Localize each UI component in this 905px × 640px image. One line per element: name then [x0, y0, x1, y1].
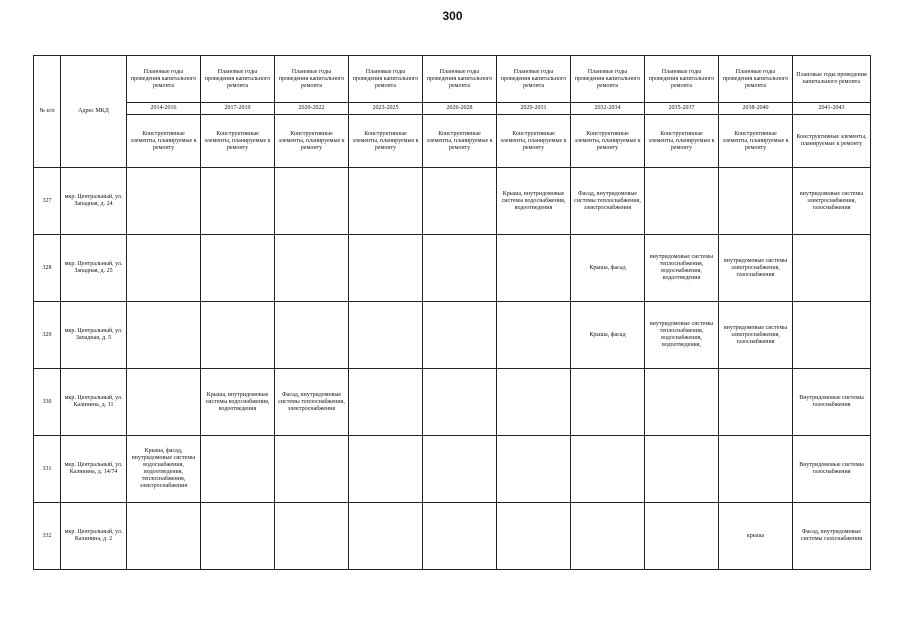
- table-cell: [571, 436, 645, 503]
- table-cell: [349, 235, 423, 302]
- table-cell: [423, 436, 497, 503]
- table-cell: [127, 235, 201, 302]
- row-address: мкр. Центральный, ул. Калинина, д. 11: [61, 369, 127, 436]
- row-number: 331: [34, 436, 61, 503]
- table-cell: [793, 302, 871, 369]
- table-cell: внутридомовые системы электроснабжения, газоснабжения: [719, 302, 793, 369]
- table-cell: Фасад, внутридомовые системы теплоснабжения, электроснабжения: [571, 168, 645, 235]
- period-title: Плановые годы проведения капитального ремонта: [349, 56, 423, 103]
- table-cell: [497, 369, 571, 436]
- period-title: Плановые годы проведения капитального ремонта: [571, 56, 645, 103]
- period-title: Плановые годы проведения капитального ремонта: [201, 56, 275, 103]
- table-cell: [423, 302, 497, 369]
- period-years: 2029-2031: [497, 103, 571, 115]
- table-cell: [423, 168, 497, 235]
- sub-header: Конструктивные элементы, планируемые к ремонту: [349, 115, 423, 168]
- sub-header: Конструктивные элементы, планируемые к ремонту: [127, 115, 201, 168]
- sub-header: Конструктивные элементы, планируемые к ремонту: [423, 115, 497, 168]
- table-cell: [497, 436, 571, 503]
- table-cell: [349, 503, 423, 570]
- table-cell: [275, 302, 349, 369]
- row-address: мкр. Центральный, ул. Западная, д. 25: [61, 235, 127, 302]
- table-cell: [497, 302, 571, 369]
- row-address: мкр. Центральный, ул. Западная, д. 5: [61, 302, 127, 369]
- table-row: [34, 436, 871, 503]
- table-cell: Крыша, фасад: [571, 302, 645, 369]
- period-title: Плановые годы проведения капитального ремонта: [645, 56, 719, 103]
- row-address: мкр. Центральный, ул. Западная, д. 24: [61, 168, 127, 235]
- table-row: [34, 302, 871, 369]
- table-cell: [201, 503, 275, 570]
- table-cell: Крыша, фасад: [571, 235, 645, 302]
- sub-header: Конструктивные элементы, планируемые к ремонту: [719, 115, 793, 168]
- table-row: [34, 235, 871, 302]
- table-cell: внутридомовые системы теплоснабжения, водоснабжения, водоотведения: [645, 235, 719, 302]
- table-cell: [571, 503, 645, 570]
- row-number: 328: [34, 235, 61, 302]
- sub-header: Конструктивные элементы, планируемые к ремонту: [275, 115, 349, 168]
- table-cell: внутридомовые системы теплоснабжения, водоснабжения, водоотведения,: [645, 302, 719, 369]
- table-cell: [201, 302, 275, 369]
- table-cell: [645, 369, 719, 436]
- table-cell: [719, 168, 793, 235]
- sub-header: Конструктивные элементы, планируемые к ремонту: [201, 115, 275, 168]
- table-cell: [719, 436, 793, 503]
- period-years: 2017-2019: [201, 103, 275, 115]
- sub-header: Конструктивные элементы, планируемые к ремонту: [793, 115, 871, 168]
- row-address: мкр. Центральный, ул. Калинина, д. 2: [61, 503, 127, 570]
- row-number: 329: [34, 302, 61, 369]
- table-cell: [497, 503, 571, 570]
- table-cell: [645, 503, 719, 570]
- table-cell: [275, 436, 349, 503]
- period-title: Плановые годы проведения капитального ремонта: [275, 56, 349, 103]
- sub-header: Конструктивные элементы, планируемые к ремонту: [497, 115, 571, 168]
- period-years: 2041-2043: [793, 103, 871, 115]
- period-years: 2035-2037: [645, 103, 719, 115]
- table-cell: [275, 503, 349, 570]
- period-years: 2020-2022: [275, 103, 349, 115]
- table-cell: [349, 436, 423, 503]
- table-cell: Крыша, фасад, внутридомовые системы водоснабжения, водоотведения, теплоснабжения, электроснабжения: [127, 436, 201, 503]
- row-number: 327: [34, 168, 61, 235]
- table-cell: [201, 168, 275, 235]
- table-cell: [127, 503, 201, 570]
- table-cell: внутридомовые системы электроснабжения, газоснабжения: [719, 235, 793, 302]
- table-cell: [645, 436, 719, 503]
- table-cell: Внутридомовые системы газоснабжения: [793, 436, 871, 503]
- table-cell: [423, 369, 497, 436]
- period-title: Плановые годы проведения капитального ремонта: [497, 56, 571, 103]
- column-header-number: № п/п: [34, 56, 61, 168]
- table-cell: [127, 168, 201, 235]
- table-cell: [201, 235, 275, 302]
- table-cell: внутридомовые системы электроснабжения, газоснабжения: [793, 168, 871, 235]
- table-cell: [349, 302, 423, 369]
- table-header: [34, 56, 871, 168]
- table-cell: [645, 168, 719, 235]
- table-cell: Внутридомовые системы газоснабжения: [793, 369, 871, 436]
- column-header-address: Адрес МКД: [61, 56, 127, 168]
- table-cell: [349, 369, 423, 436]
- table-cell: Фасад, внутридомовые системы теплоснабжения, электроснабжения: [275, 369, 349, 436]
- row-number: 330: [34, 369, 61, 436]
- table-row: [34, 168, 871, 235]
- period-years: 2023-2025: [349, 103, 423, 115]
- repair-plan-table: [33, 55, 871, 570]
- sub-header: Конструктивные элементы, планируемые к ремонту: [571, 115, 645, 168]
- table-row: [34, 503, 871, 570]
- table-cell: Крыша, внутридомовые системы водоснабжения, водоотведения: [201, 369, 275, 436]
- row-address: мкр. Центральный, ул. Калинина, д. 14/74: [61, 436, 127, 503]
- table-cell: [349, 168, 423, 235]
- table-cell: [793, 235, 871, 302]
- table-cell: [497, 235, 571, 302]
- row-number: 332: [34, 503, 61, 570]
- table-cell: [571, 369, 645, 436]
- page-number: 300: [442, 9, 463, 23]
- table-cell: крыша: [719, 503, 793, 570]
- period-years: 2014-2016: [127, 103, 201, 115]
- table-cell: [423, 235, 497, 302]
- sub-header: Конструктивные элементы, планируемые к ремонту: [645, 115, 719, 168]
- table-cell: Крыша, внутридомовые системы водоснабжения, водоотведения: [497, 168, 571, 235]
- period-title: Плановые годы проведения капитального ремонта: [793, 56, 871, 103]
- table-cell: [127, 369, 201, 436]
- period-years: 2026-2028: [423, 103, 497, 115]
- table-cell: [275, 168, 349, 235]
- period-title: Плановые годы проведения капитального ремонта: [423, 56, 497, 103]
- table-cell: [275, 235, 349, 302]
- period-years: 2032-2034: [571, 103, 645, 115]
- period-years: 2038-2040: [719, 103, 793, 115]
- period-title: Плановые годы проведения капитального ремонта: [127, 56, 201, 103]
- period-title: Плановые годы проведения капитального ремонта: [719, 56, 793, 103]
- table-cell: [719, 369, 793, 436]
- table-cell: Фасад, внутридомовые системы газоснабжения: [793, 503, 871, 570]
- table-row: [34, 369, 871, 436]
- table-cell: [201, 436, 275, 503]
- table-body: [34, 168, 871, 570]
- table-cell: [127, 302, 201, 369]
- table-cell: [423, 503, 497, 570]
